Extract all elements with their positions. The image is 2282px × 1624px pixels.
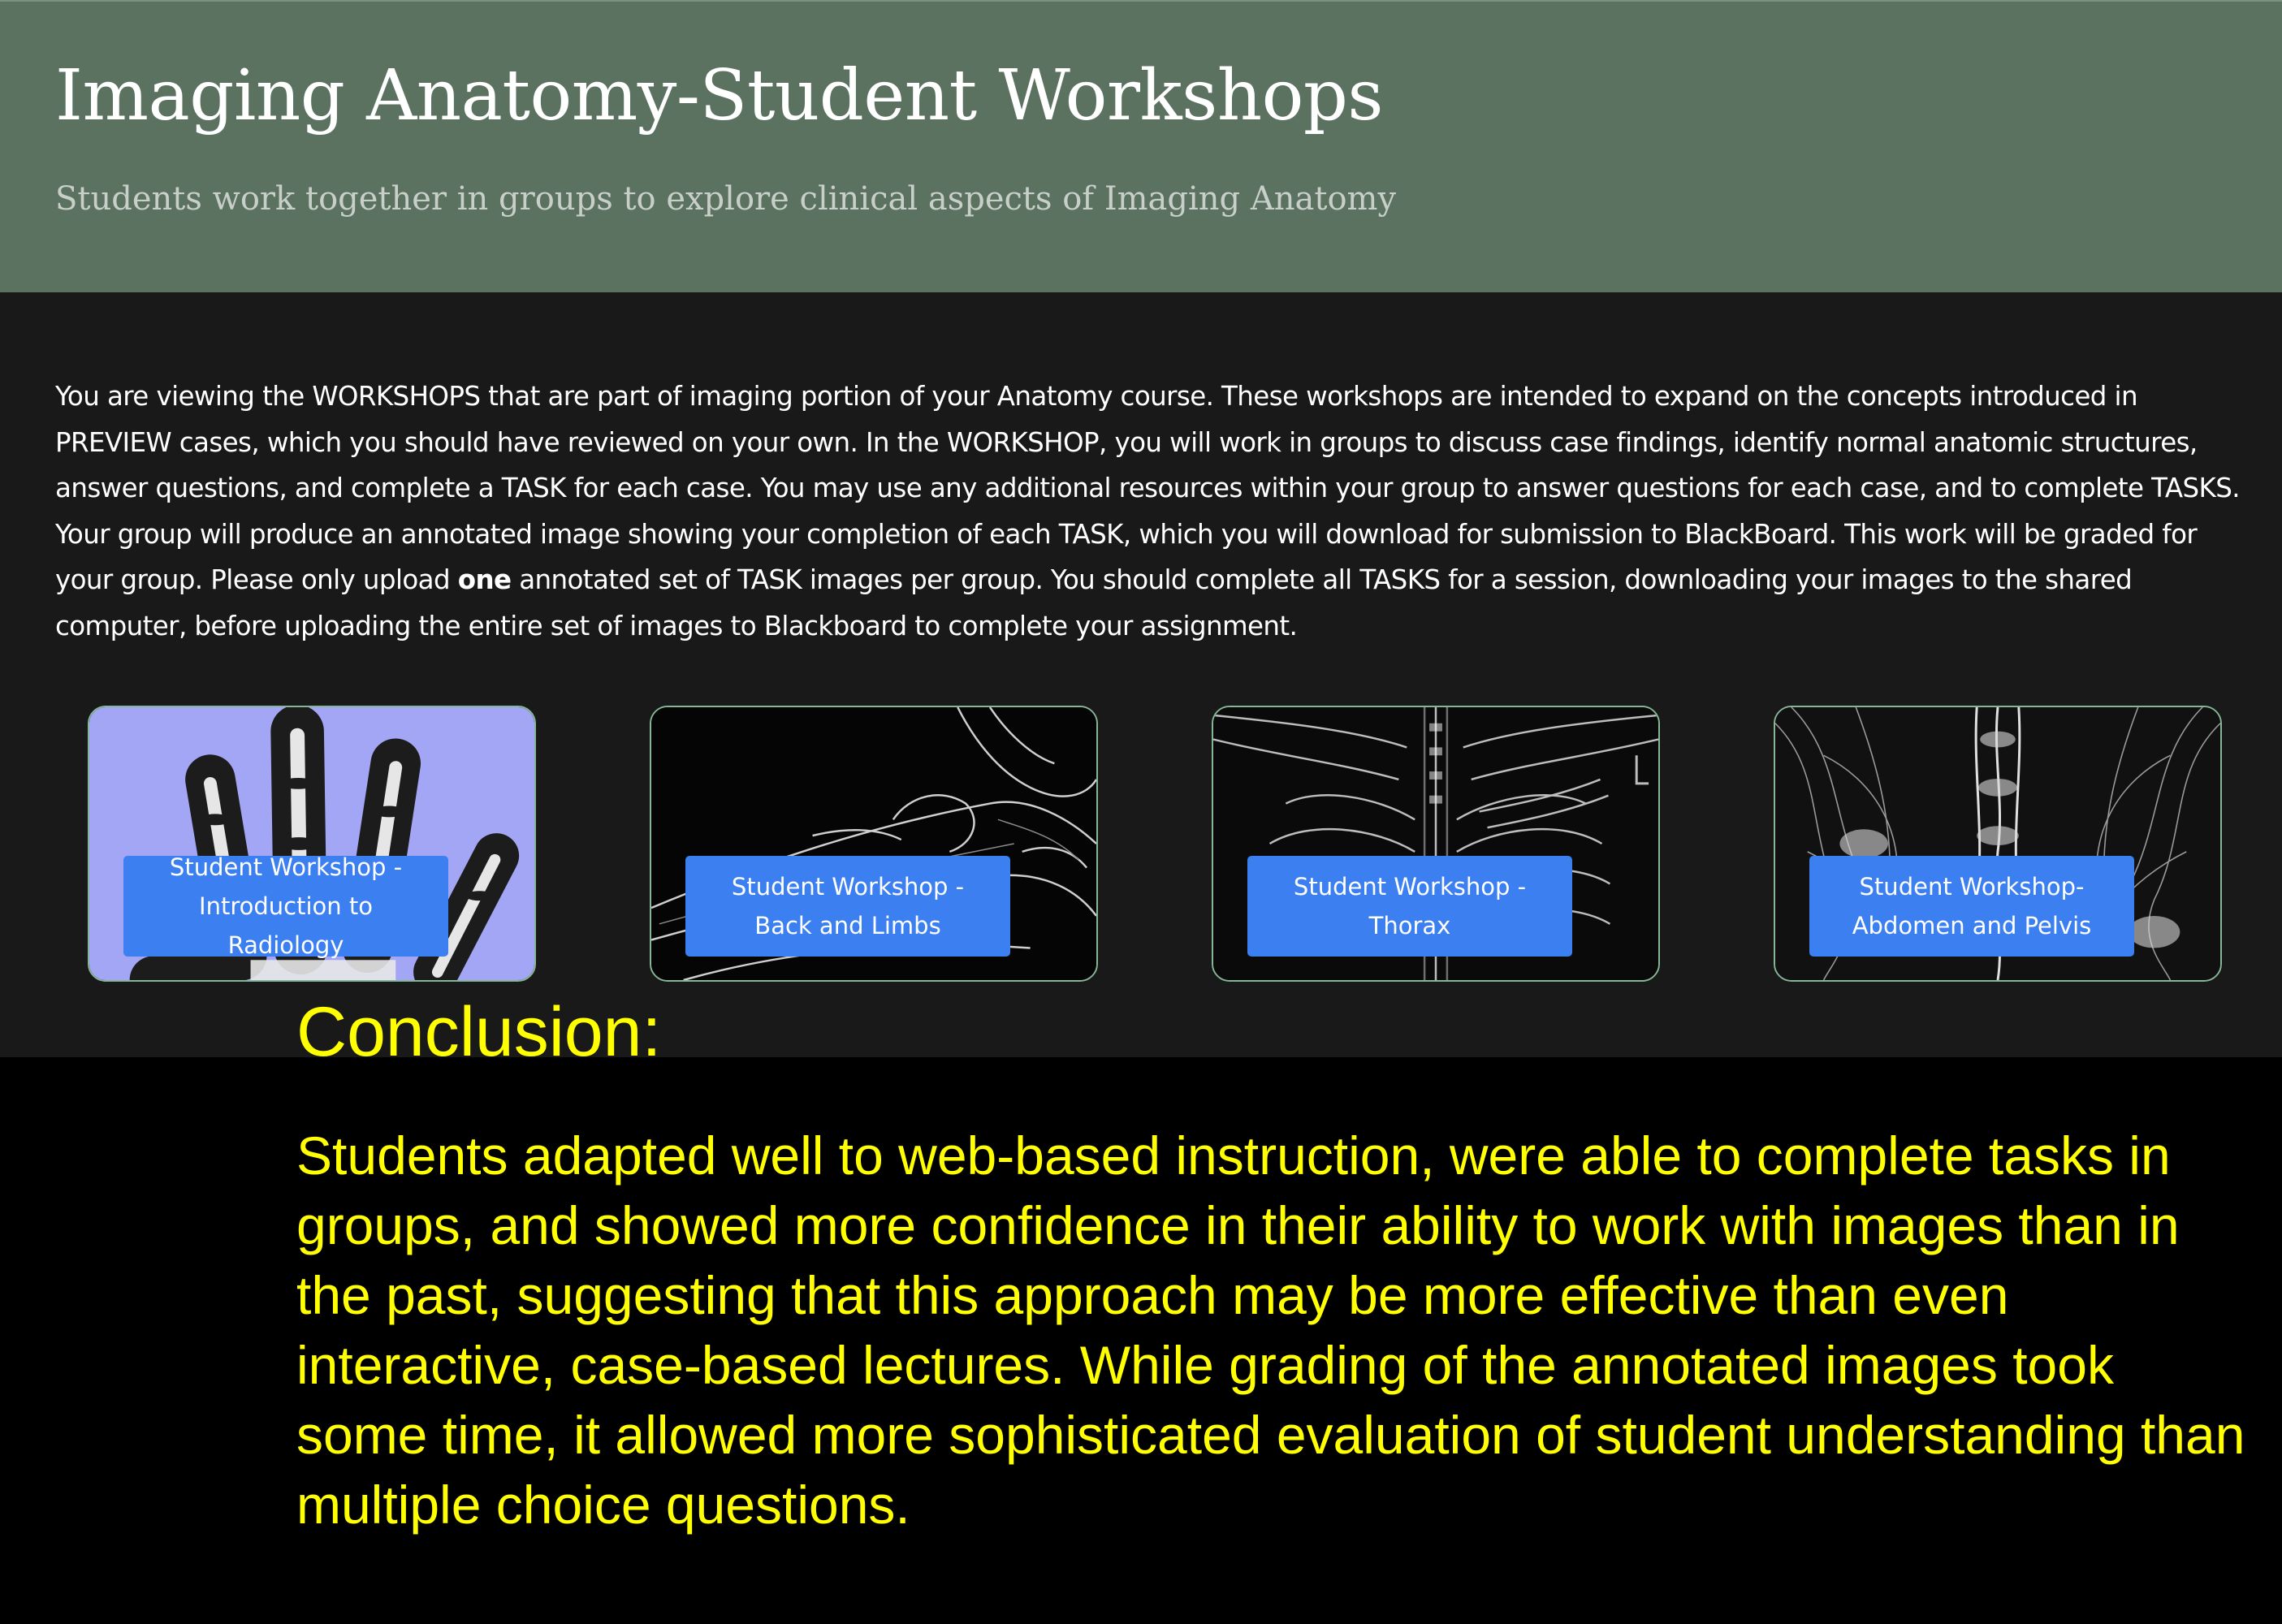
workshop-button-back-limbs[interactable]: Student Workshop - Back and Limbs — [685, 856, 1010, 957]
intro-text-part-2: annotated set of TASK images per group. You should complete all TASKS for a session, downloading your images to the shared computer, before uploading the entire set of images to Blackboard to complete your assignment. — [55, 564, 2133, 641]
workshop-card-thorax[interactable] — [1212, 706, 1660, 982]
conclusion-section — [0, 993, 2282, 1624]
site-header — [0, 0, 2282, 292]
intro-text-bold: one — [457, 564, 512, 595]
conclusion-body: Students adapted well to web-based instruction, were able to complete tasks in groups, and showed more confidence in their ability to work with images than in the past, suggesting that this approach may be more effective than even interactive, case-based lectures. While grading of the annotated images took some time, it allowed more sophisticated evaluation of student understanding than multiple choice questions. — [296, 1125, 2245, 1535]
site-subtitle: Students work together in groups to explore clinical aspects of Imaging Anatomy — [55, 180, 1397, 218]
main-content — [0, 292, 2282, 1057]
intro-text — [55, 374, 2256, 649]
workshop-card-intro-radiology[interactable] — [88, 706, 536, 982]
conclusion-title: Conclusion: — [296, 993, 662, 1071]
workshop-button-abdomen-pelvis[interactable]: Student Workshop- Abdomen and Pelvis — [1809, 856, 2134, 957]
site-title[interactable]: Imaging Anatomy-Student Workshops — [55, 55, 1384, 136]
workshop-button-thorax[interactable]: Student Workshop - Thorax — [1247, 856, 1572, 957]
workshop-card-back-limbs[interactable] — [650, 706, 1098, 982]
workshop-button-intro-radiology[interactable]: Student Workshop - Introduction to Radiology — [123, 856, 448, 957]
workshop-card-abdomen-pelvis[interactable] — [1774, 706, 2222, 982]
intro-text-part-1: You are viewing the WORKSHOPS that are part of imaging portion of your Anatomy course. These workshops are intended to expand on the concepts introduced in PREVIEW cases, which you should have reviewed on your own. In the WORKSHOP, you will work in groups to discuss case findings, identify normal anatomic structures, answer questions, and complete a TASK for each case. You may use any additional resources within your group to answer questions for each case, and to complete TASKS. Your group will produce an annotated image showing your completion of each TASK, which you will download for submission to BlackBoard. This work will be graded for your group. Please only upload — [55, 381, 2241, 595]
